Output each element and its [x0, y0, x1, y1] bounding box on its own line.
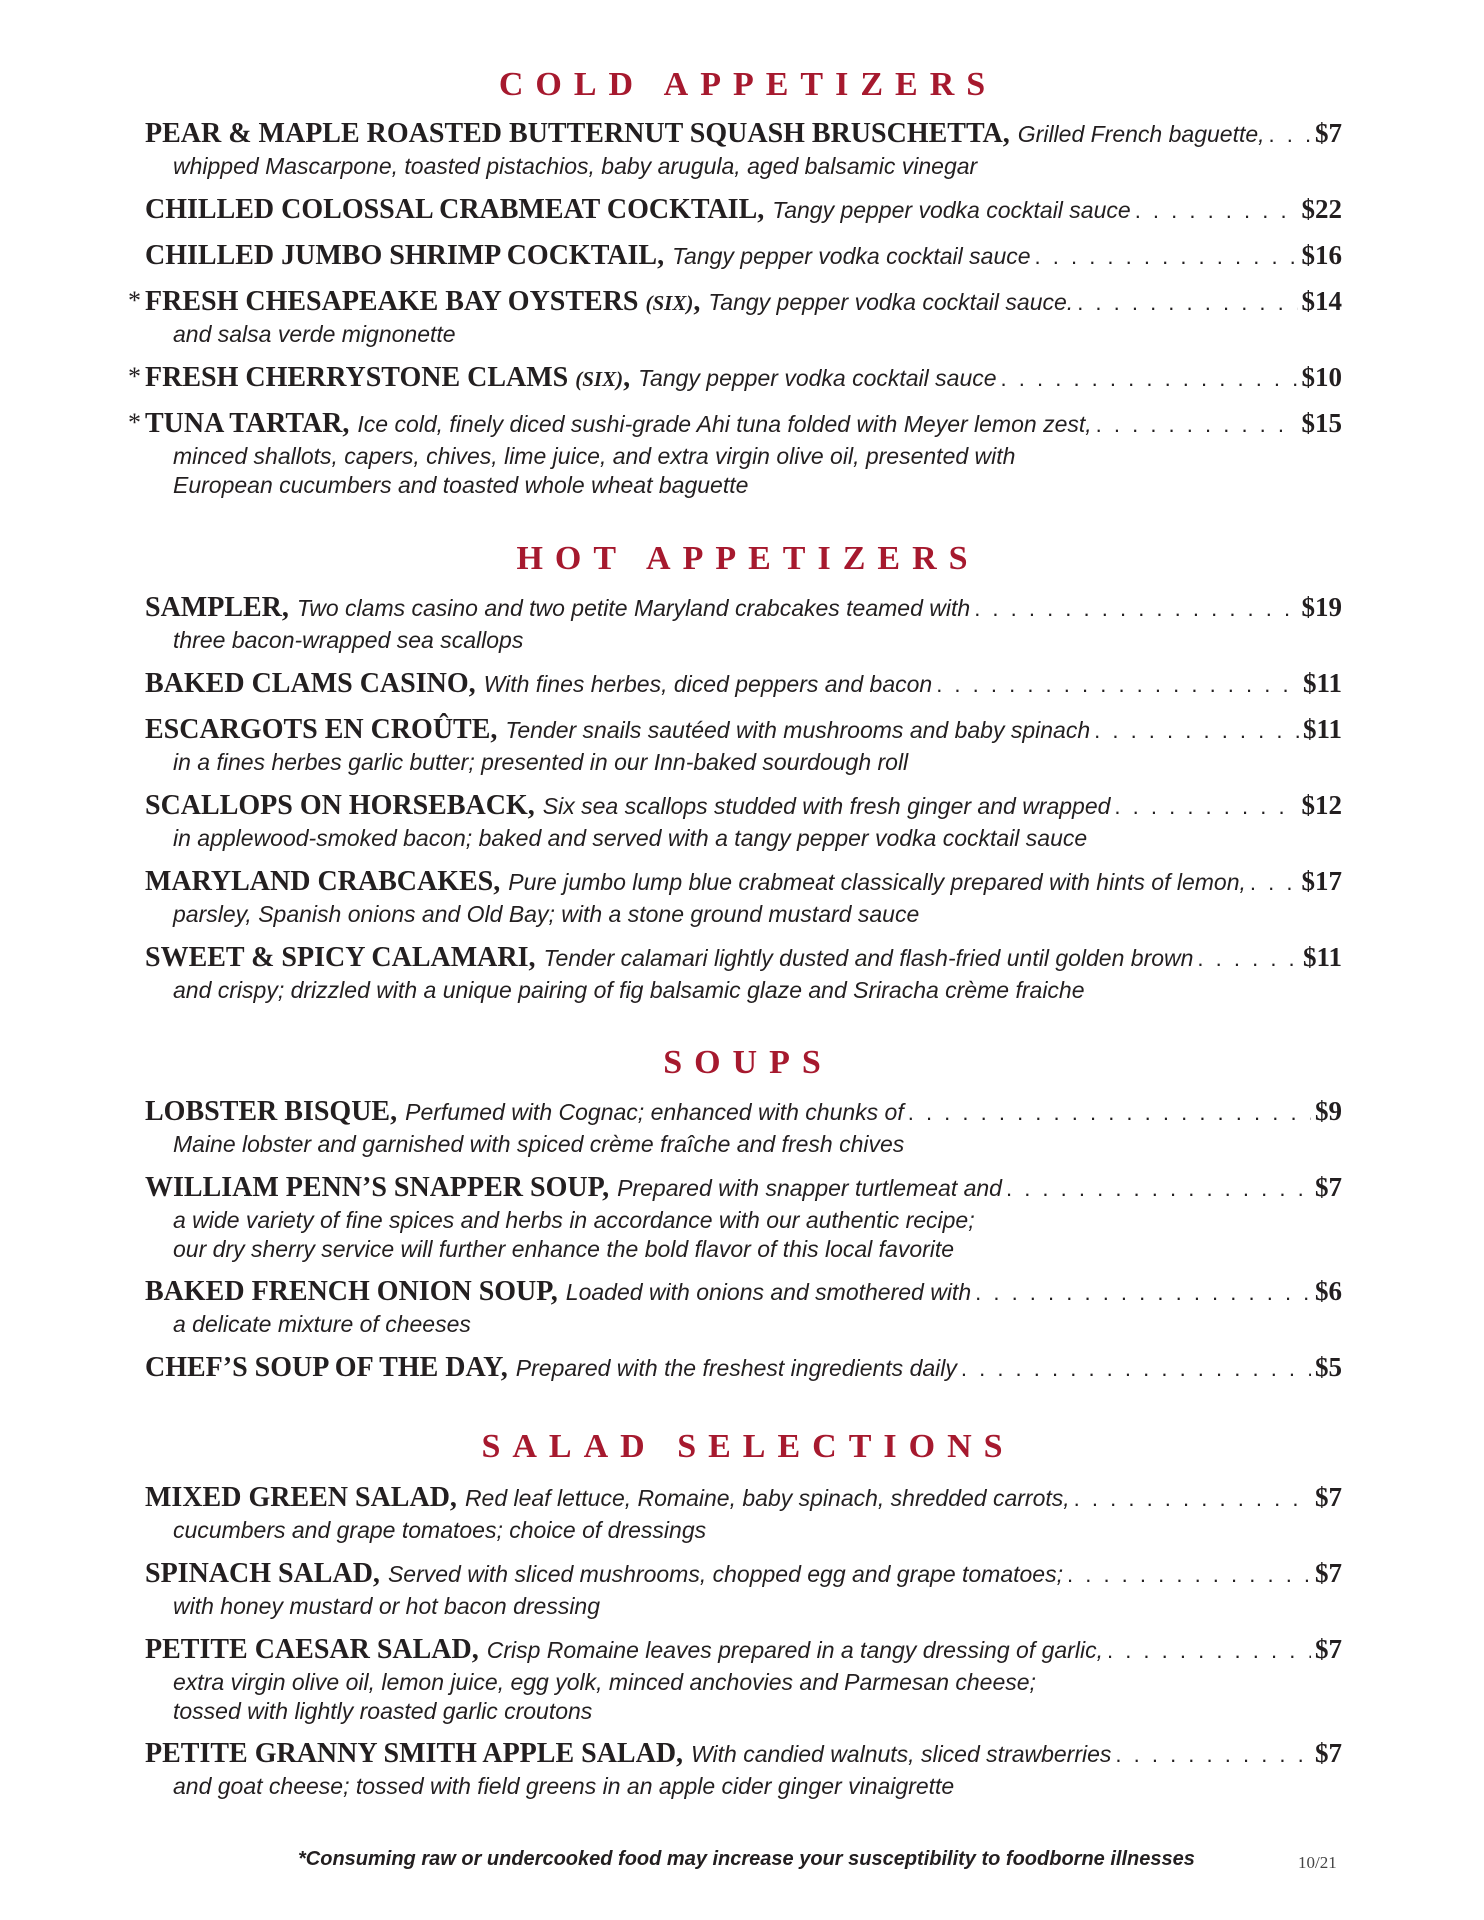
item-price: $12 [1301, 790, 1342, 820]
menu-item-mixed-green-salad [145, 1482, 1342, 1545]
leader-dots [1094, 718, 1299, 744]
item-description-continued: minced shallots, capers, chives, lime juice, and extra virgin olive oil, presented with [173, 443, 1016, 469]
item-name: LOBSTER BISQUE, [145, 1096, 398, 1127]
menu-item-lobster-bisque [145, 1096, 1342, 1159]
item-description-continued: and salsa verde mignonette [173, 321, 456, 347]
item-description: Perfumed with Cognac; enhanced with chunks of [405, 1099, 904, 1125]
item-description: With fines herbes, diced peppers and bacon [483, 671, 933, 697]
item-quantity: (SIX) [645, 291, 694, 315]
item-description: Tender calamari lightly dusted and flash-fried until golden brown [543, 945, 1194, 971]
item-description-continued: a delicate mixture of cheeses [173, 1311, 471, 1337]
menu-item-bruschetta [145, 118, 1342, 181]
menu-item-clams [128, 362, 1342, 396]
leader-dots [961, 1356, 1311, 1382]
menu-item-soup-of-the-day [145, 1352, 1342, 1386]
leader-dots [1077, 290, 1297, 316]
item-price: $7 [1315, 1558, 1342, 1588]
menu-item-french-onion-soup [145, 1276, 1342, 1339]
item-name: PEAR & MAPLE ROASTED BUTTERNUT SQUASH BRUSCHETTA, [145, 118, 1010, 149]
leader-dots [1197, 946, 1299, 972]
item-description-continued: and goat cheese; tossed with field greens in an apple cider ginger vinaigrette [173, 1773, 955, 1799]
item-price: $7 [1315, 1172, 1342, 1202]
leader-dots [1096, 412, 1298, 438]
menu-item-escargots [145, 714, 1342, 777]
leader-dots [1135, 198, 1298, 224]
menu-item-calamari [145, 942, 1342, 1005]
item-description: Prepared with the freshest ingredients daily [515, 1355, 957, 1381]
item-price: $7 [1315, 1634, 1342, 1664]
leader-dots [1001, 366, 1298, 392]
item-price: $11 [1302, 714, 1342, 744]
item-description: Tangy pepper vodka cocktail sauce. [708, 289, 1074, 315]
item-price: $7 [1315, 1738, 1342, 1768]
item-description-continued: cucumbers and grape tomatoes; choice of dressings [173, 1517, 707, 1543]
item-price: $10 [1301, 362, 1342, 392]
item-name: BAKED FRENCH ONION SOUP, [145, 1276, 558, 1307]
item-price: $5 [1315, 1352, 1342, 1382]
item-description: Tender snails sautéed with mushrooms and baby spinach [505, 717, 1091, 743]
item-description: Tangy pepper vodka cocktail sauce [672, 243, 1031, 269]
leader-dots [975, 1280, 1311, 1306]
raw-food-disclaimer: *Consuming raw or undercooked food may increase your susceptibility to foodborne illnesses [298, 1848, 1195, 1870]
item-name: FRESH CHERRYSTONE CLAMS (SIX), [145, 362, 631, 393]
item-price: $15 [1301, 408, 1342, 438]
item-description: Served with sliced mushrooms, chopped egg and grape tomatoes; [387, 1561, 1063, 1587]
item-name: WILLIAM PENN’S SNAPPER SOUP, [145, 1172, 610, 1203]
item-price: $14 [1301, 286, 1342, 316]
leader-dots [1074, 1486, 1311, 1512]
menu-item-sampler [145, 592, 1342, 655]
item-description: Six sea scallops studded with fresh ginger and wrapped [542, 793, 1111, 819]
item-name: SWEET & SPICY CALAMARI, [145, 942, 536, 973]
menu-item-maryland-crabcakes [145, 866, 1342, 929]
item-name: FRESH CHESAPEAKE BAY OYSTERS (SIX), [145, 286, 701, 317]
menu-item-tuna-tartar [128, 408, 1342, 500]
item-description-continued: Maine lobster and garnished with spiced crème fraîche and fresh chives [173, 1131, 905, 1157]
item-description-continued: and crispy; drizzled with a unique pairing of fig balsamic glaze and Sriracha crème fraiche [173, 977, 1085, 1003]
leader-dots [1035, 244, 1298, 270]
item-name: CHEF’S SOUP OF THE DAY, [145, 1352, 508, 1383]
item-price: $22 [1301, 194, 1342, 224]
item-description: Grilled French baguette, [1017, 121, 1265, 147]
menu-item-clams-casino [145, 668, 1342, 702]
item-name: PETITE CAESAR SALAD, [145, 1634, 479, 1665]
menu-item-caesar-salad [145, 1634, 1342, 1726]
item-price: $11 [1302, 942, 1342, 972]
item-description-continued: our dry sherry service will further enhance the bold flavor of this local favorite [173, 1236, 955, 1262]
item-description-continued: three bacon-wrapped sea scallops [173, 627, 524, 653]
item-name: CHILLED JUMBO SHRIMP COCKTAIL, [145, 240, 665, 271]
leader-dots [974, 596, 1297, 622]
raw-food-asterisk: * [128, 408, 141, 437]
item-price: $19 [1301, 592, 1342, 622]
menu-item-spinach-salad [145, 1558, 1342, 1621]
item-price: $6 [1315, 1276, 1342, 1306]
section-title-cold-appetizers: COLD APPETIZERS [498, 66, 998, 103]
leader-dots [1107, 1638, 1311, 1664]
item-price: $7 [1315, 118, 1342, 148]
leader-dots [1115, 1742, 1311, 1768]
item-description: Prepared with snapper turtlemeat and [617, 1175, 1002, 1201]
item-name: SAMPLER, [145, 592, 289, 623]
section-title-soups: SOUPS [663, 1044, 833, 1081]
item-price: $17 [1301, 866, 1342, 896]
item-name: BAKED CLAMS CASINO, [145, 668, 476, 699]
raw-food-asterisk: * [128, 286, 141, 315]
item-description-continued: in applewood-smoked bacon; baked and served with a tangy pepper vodka cocktail sauce [173, 825, 1088, 851]
leader-dots [908, 1100, 1311, 1126]
item-price: $16 [1301, 240, 1342, 270]
leader-dots [1269, 122, 1311, 148]
item-price: $9 [1315, 1096, 1342, 1126]
item-description-continued: whipped Mascarpone, toasted pistachios, baby arugula, aged balsamic vinegar [173, 153, 978, 179]
item-description: Ice cold, finely diced sushi-grade Ahi tuna folded with Meyer lemon zest, [357, 411, 1092, 437]
menu-item-oysters [128, 286, 1342, 349]
menu-version-code: 10/21 [1298, 1853, 1337, 1872]
item-description: Loaded with onions and smothered with [565, 1279, 972, 1305]
item-description: Crisp Romaine leaves prepared in a tangy dressing of garlic, [486, 1637, 1103, 1663]
menu-item-snapper-soup [145, 1172, 1342, 1264]
item-price: $11 [1302, 668, 1342, 698]
item-name: SPINACH SALAD, [145, 1558, 380, 1589]
item-description: Two clams casino and two petite Maryland crabcakes teamed with [296, 595, 971, 621]
item-description-continued: European cucumbers and toasted whole wheat baguette [173, 472, 749, 498]
leader-dots [1114, 794, 1297, 820]
item-description-continued: parsley, Spanish onions and Old Bay; with a stone ground mustard sauce [173, 901, 920, 927]
raw-food-asterisk: * [128, 362, 141, 391]
section-title-hot-appetizers: HOT APPETIZERS [516, 540, 980, 577]
item-description-continued: a wide variety of fine spices and herbs in accordance with our authentic recipe; [173, 1207, 975, 1233]
item-name: PETITE GRANNY SMITH APPLE SALAD, [145, 1738, 684, 1769]
leader-dots [936, 672, 1299, 698]
item-description-continued: in a fines herbes garlic butter; presented in our Inn-baked sourdough roll [173, 749, 909, 775]
item-description: With candied walnuts, sliced strawberries [691, 1741, 1112, 1767]
item-name: SCALLOPS ON HORSEBACK, [145, 790, 535, 821]
item-quantity: (SIX) [575, 367, 624, 391]
leader-dots [1067, 1562, 1311, 1588]
item-name: ESCARGOTS EN CROÛTE, [145, 714, 498, 745]
item-name: MARYLAND CRABCAKES, [145, 866, 501, 897]
menu-item-shrimp-cocktail [145, 240, 1342, 274]
item-description-continued: tossed with lightly roasted garlic croutons [173, 1698, 593, 1724]
item-description: Tangy pepper vodka cocktail sauce [772, 197, 1131, 223]
item-description-continued: with honey mustard or hot bacon dressing [173, 1593, 601, 1619]
item-name: MIXED GREEN SALAD, [145, 1482, 457, 1513]
leader-dots [1006, 1176, 1311, 1202]
item-description: Tangy pepper vodka cocktail sauce [638, 365, 997, 391]
item-name: CHILLED COLOSSAL CRABMEAT COCKTAIL, [145, 194, 765, 225]
section-title-salad-selections: SALAD SELECTIONS [481, 1428, 1015, 1465]
item-name: TUNA TARTAR, [145, 408, 350, 439]
item-price: $7 [1315, 1482, 1342, 1512]
menu-item-granny-smith-salad [145, 1738, 1342, 1801]
item-description-continued: extra virgin olive oil, lemon juice, egg yolk, minced anchovies and Parmesan cheese; [173, 1669, 1036, 1695]
leader-dots [1250, 870, 1298, 896]
menu-item-scallops-on-horseback [145, 790, 1342, 853]
item-description: Pure jumbo lump blue crabmeat classically prepared with hints of lemon, [508, 869, 1246, 895]
item-description: Red leaf lettuce, Romaine, baby spinach, shredded carrots, [464, 1485, 1070, 1511]
menu-item-crabmeat-cocktail [145, 194, 1342, 228]
